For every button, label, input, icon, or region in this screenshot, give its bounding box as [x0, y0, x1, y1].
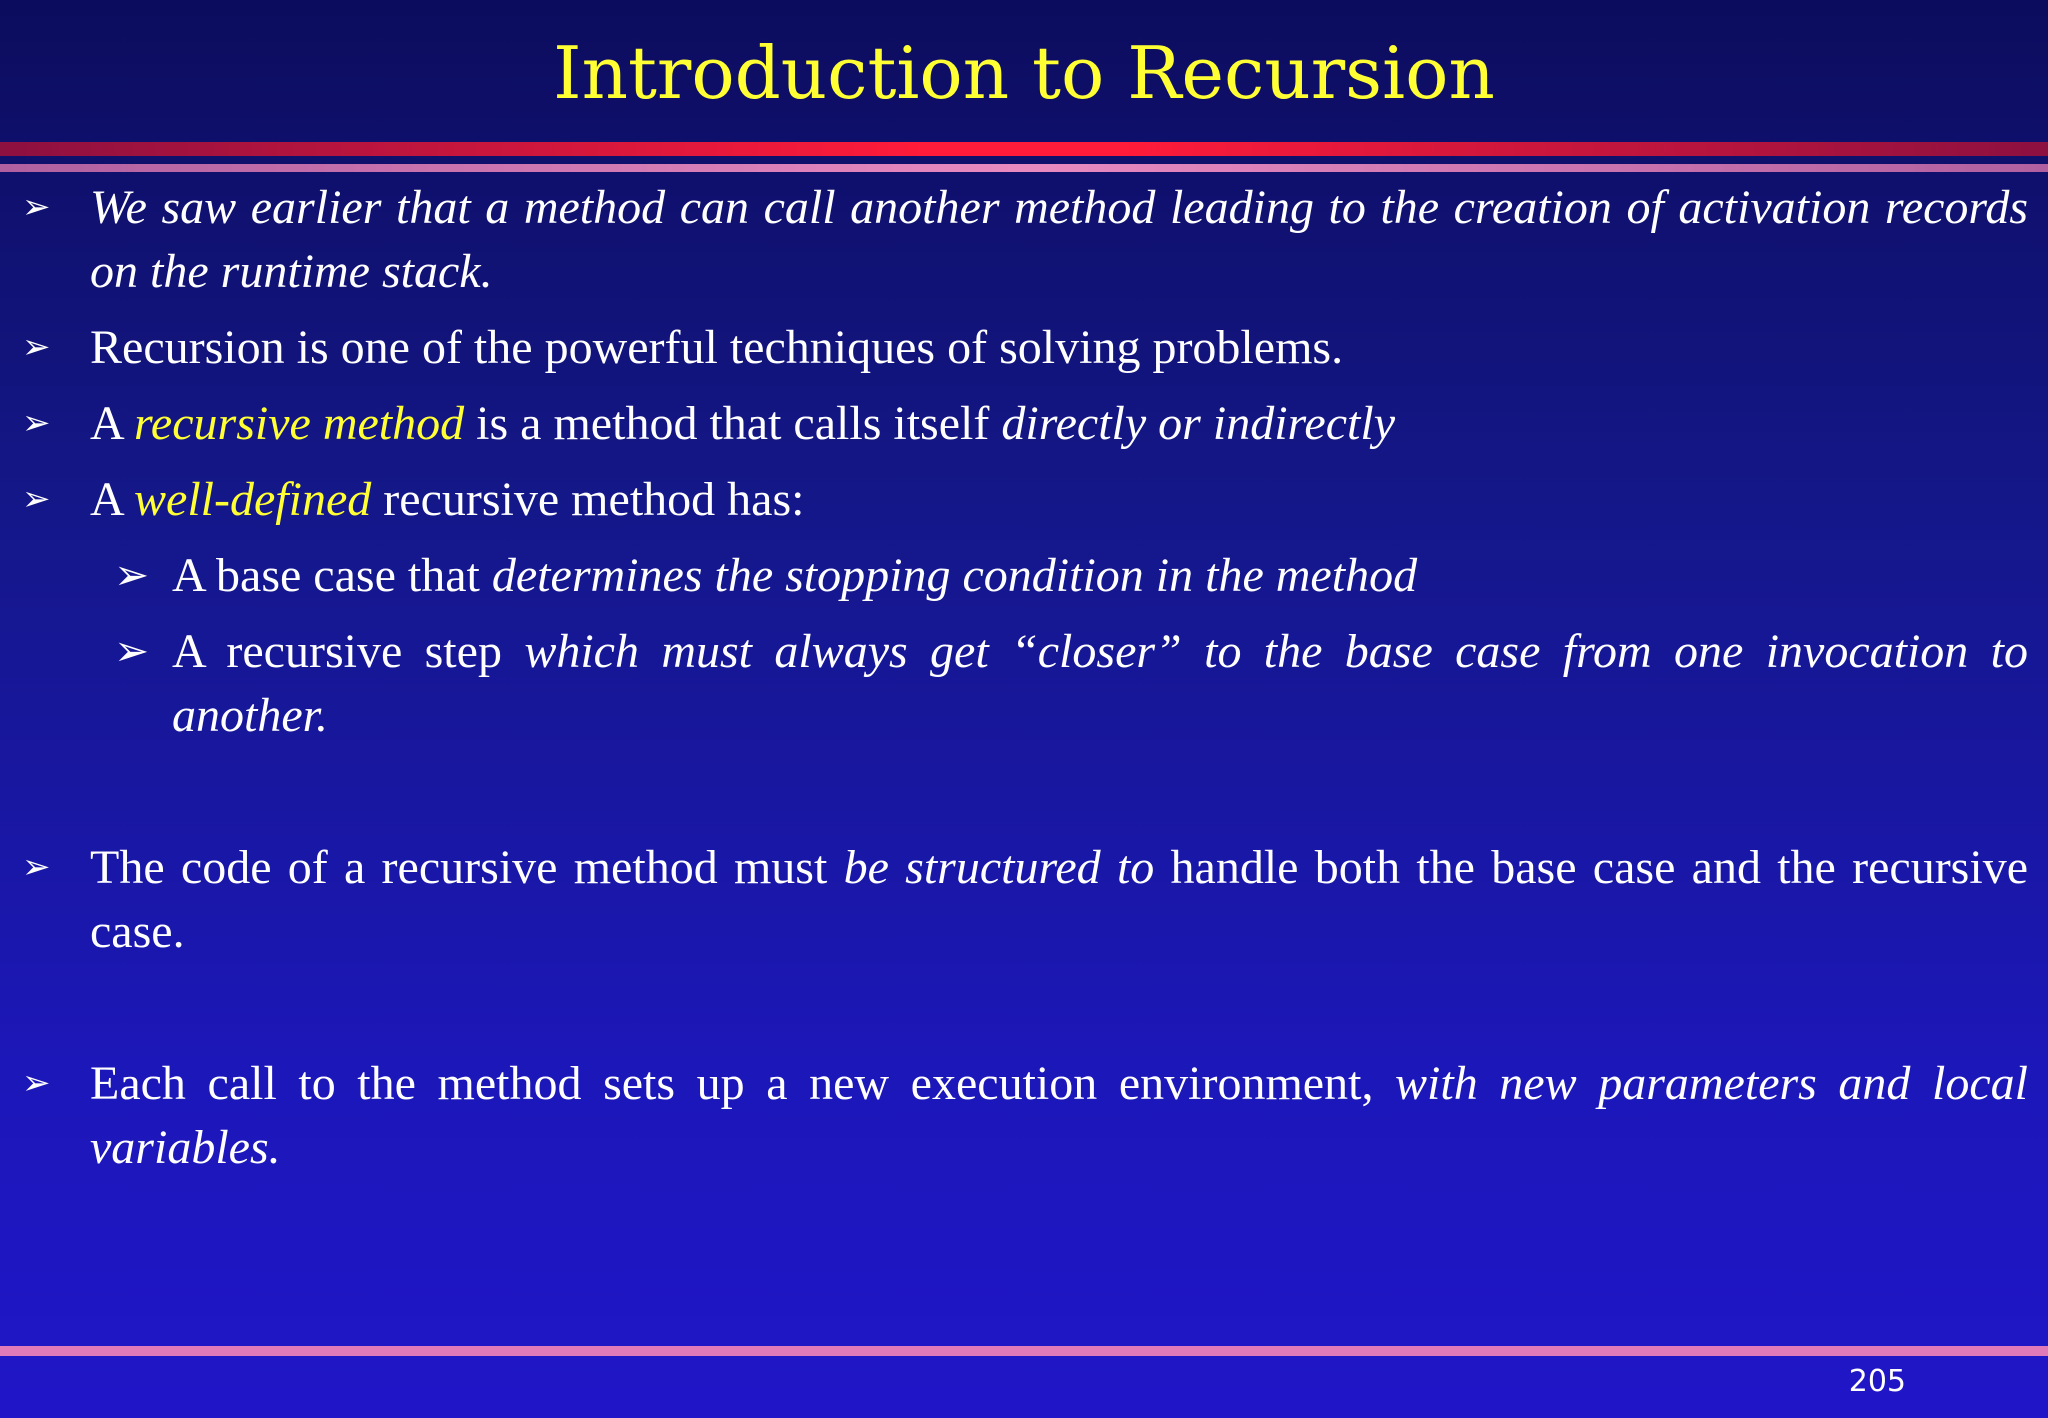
text-run: The code of a recursive method must [90, 841, 844, 894]
emphasis-stopping-condition: determines the stopping condition in the method [491, 549, 1418, 602]
slide-title: Introduction to Recursion [553, 31, 1495, 115]
bullet-arrow-icon: ➢ [22, 849, 51, 886]
highlight-recursive-method: recursive method [134, 397, 465, 450]
emphasis-structured-to: be structured to [843, 841, 1155, 894]
bullet-arrow-icon: ➢ [114, 629, 150, 675]
emphasis-directly-indirectly: directly or indirectly [1001, 397, 1396, 450]
text-run: is a method that calls itself [464, 397, 1002, 450]
emphasis-new-parameters: with new parameters and local variables. [90, 1057, 2028, 1174]
bullet-text [90, 1052, 2028, 1180]
title-divider-pink [0, 164, 2048, 172]
bullet-text [90, 468, 2028, 532]
text-run: A base case that [172, 549, 492, 602]
bullet-text: We saw earlier that a method can call another method leading to the creation of activation records on the runtime stack. [90, 181, 2028, 298]
bullet-arrow-icon: ➢ [22, 189, 51, 226]
text-run: A [90, 473, 135, 526]
text-run: Each call to the method sets up a new execution environment, [90, 1057, 1396, 1110]
text-run: A [90, 397, 135, 450]
bullet-text [172, 620, 2028, 748]
emphasis-closer-to-base: which must always get “closer” to the base case from one invocation to another. [172, 625, 2029, 742]
bullet-arrow-icon: ➢ [114, 553, 150, 599]
bullet-text [90, 836, 2028, 964]
text-run: A recursive step [172, 625, 525, 678]
bullet-arrow-icon: ➢ [22, 1065, 51, 1102]
highlight-well-defined: well-defined [134, 473, 372, 526]
bullet-text [172, 544, 2028, 608]
bullet-text: Recursion is one of the powerful techniques of solving problems. [90, 321, 1344, 374]
title-divider-red [0, 142, 2048, 156]
text-run: handle both the base case and the recursive case. [90, 841, 2029, 958]
bullet-arrow-icon: ➢ [22, 405, 51, 442]
bullet-arrow-icon: ➢ [22, 329, 51, 366]
page-number: 205 [1848, 1364, 1906, 1399]
bullet-text [90, 392, 2028, 456]
footer-divider [0, 1346, 2048, 1356]
text-run: recursive method has: [371, 473, 805, 526]
bullet-arrow-icon: ➢ [22, 481, 51, 518]
